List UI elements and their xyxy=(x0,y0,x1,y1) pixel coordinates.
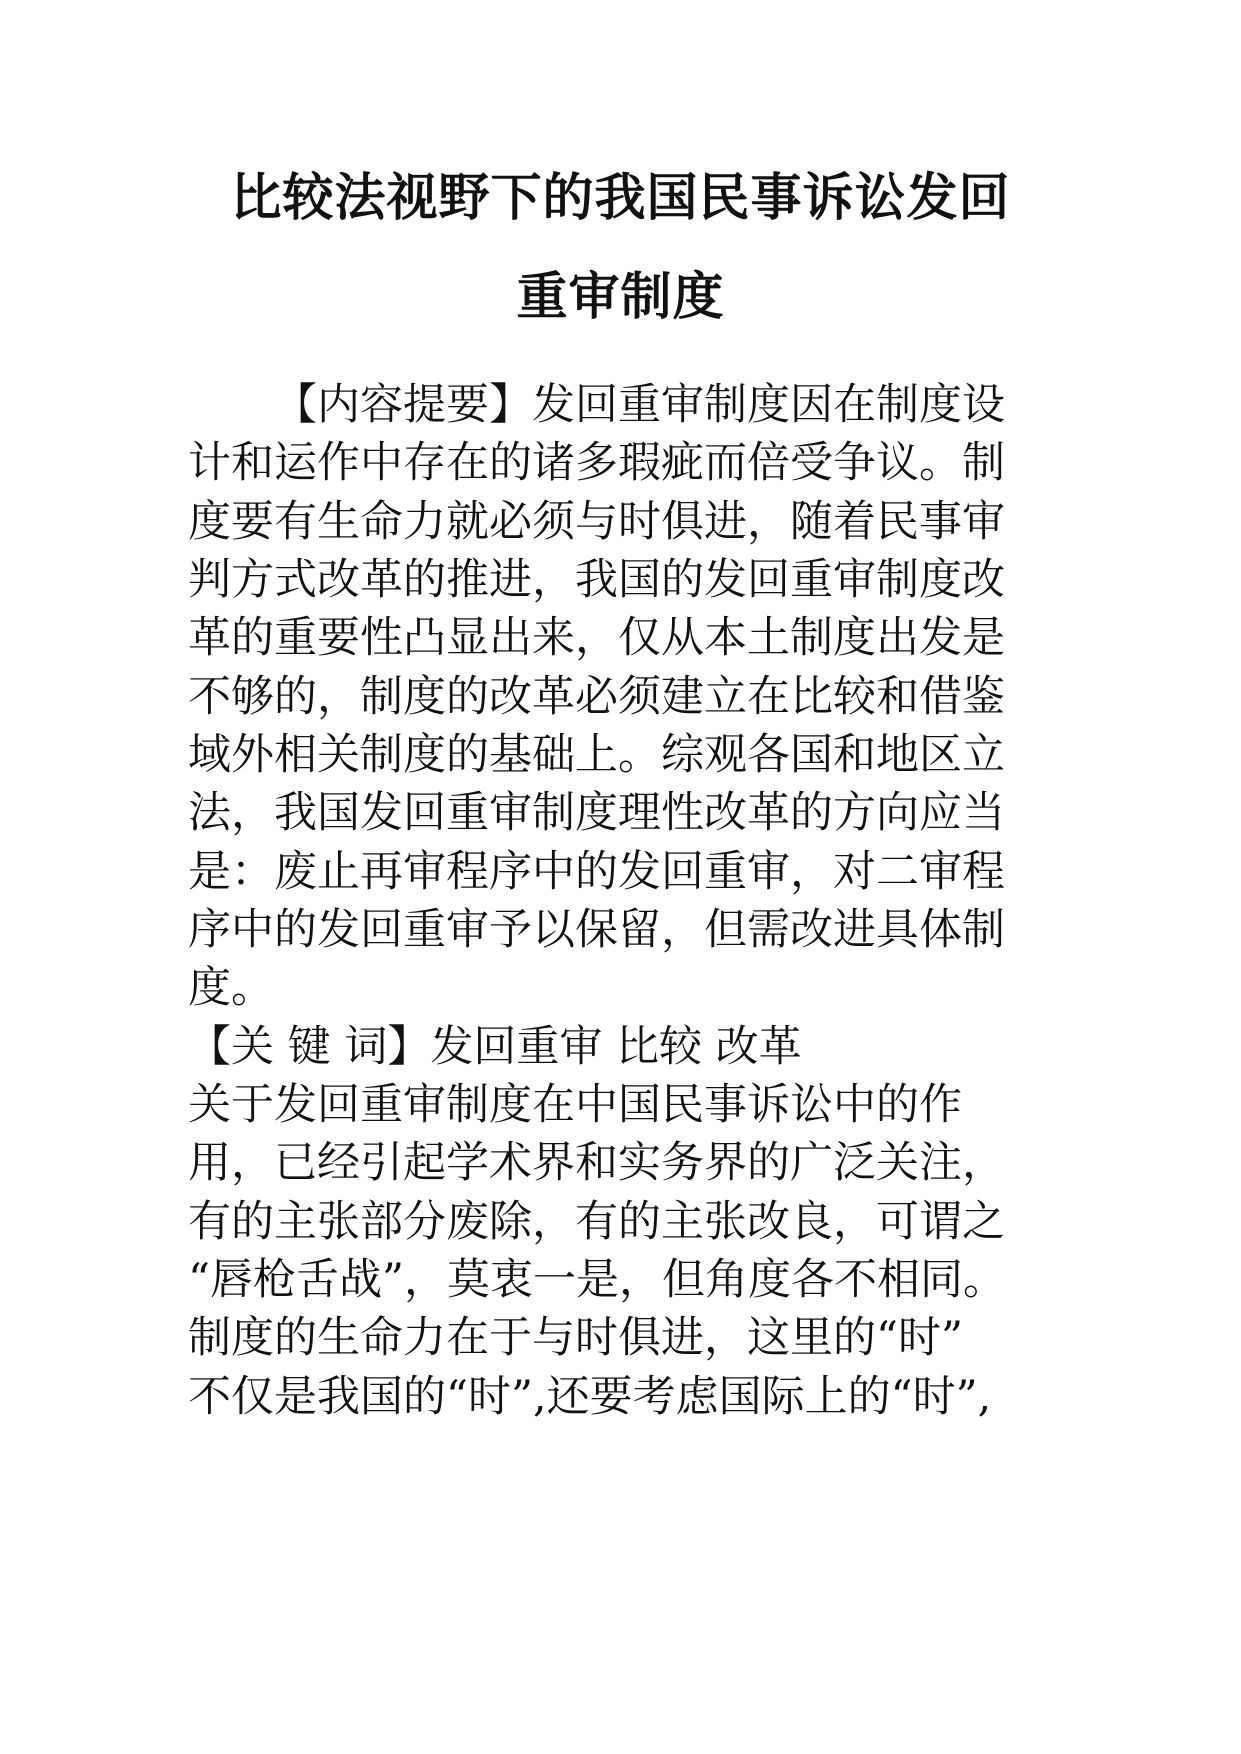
abstract-line: 判方式改革的推进，我国的发回重审制度改 xyxy=(188,555,1005,605)
abstract-line: 革的重要性凸显出来，仅从本土制度出发是 xyxy=(188,613,1005,663)
abstract-line: 【内容提要】发回重审制度因在制度设 xyxy=(274,380,1005,430)
body-line: 制度的生命力在于与时俱进，这里的“时” xyxy=(188,1313,963,1363)
abstract-line: 度要有生命力就必须与时俱进，随着民事审 xyxy=(188,497,1005,547)
document-title-line-1: 比较法视野下的我国民事诉讼发回 xyxy=(230,169,1011,228)
document-title-line-2: 重审制度 xyxy=(516,268,725,327)
abstract-line: 是：废止再审程序中的发回重审，对二审程 xyxy=(188,847,1005,897)
body-line: 用，已经引起学术界和实务界的广泛关注， xyxy=(188,1138,1005,1188)
abstract-line: 序中的发回重审予以保留，但需改进具体制 xyxy=(188,905,1005,955)
body-line: 关于发回重审制度在中国民事诉讼中的作 xyxy=(188,1080,962,1130)
keywords-line: 【关 键 词】发回重审 比较 改革 xyxy=(188,1022,802,1072)
body-line: “唇枪舌战”，莫衷一是，但角度各不相同。 xyxy=(188,1255,1006,1305)
abstract-line: 域外相关制度的基础上。综观各国和地区立 xyxy=(188,730,1005,780)
body-line: 不仅是我国的“时”,还要考虑国际上的“时”, xyxy=(188,1372,992,1422)
abstract-line: 度。 xyxy=(188,963,274,1013)
abstract-line: 不够的，制度的改革必须建立在比较和借鉴 xyxy=(188,672,1005,722)
abstract-line: 法，我国发回重审制度理性改革的方向应当 xyxy=(188,788,1005,838)
abstract-line: 计和运作中存在的诸多瑕疵而倍受争议。制 xyxy=(188,438,1005,488)
body-line: 有的主张部分废除，有的主张改良，可谓之 xyxy=(188,1197,1005,1247)
